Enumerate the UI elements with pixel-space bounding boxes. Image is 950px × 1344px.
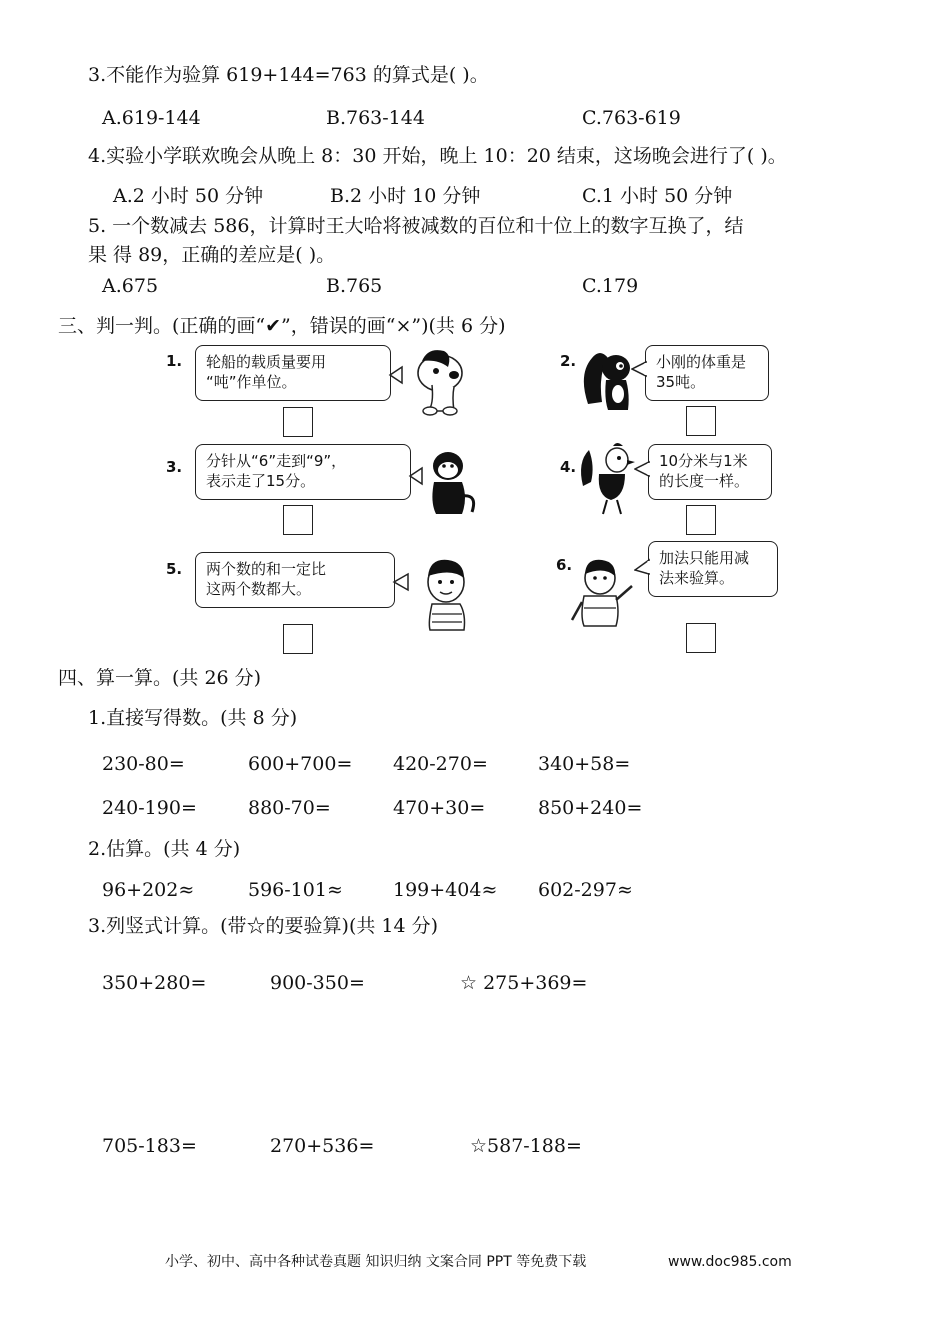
q3-option-a: A.619-144 [102, 107, 201, 129]
q5-option-b: B.765 [326, 275, 383, 297]
q5-stem-line1: 5. 一个数减去 586，计算时王大哈将被减数的百位和十位上的数字互换了，结 [88, 215, 744, 237]
squirrel-character-icon [578, 344, 640, 414]
q4-option-a: A.2 小时 50 分钟 [113, 185, 264, 207]
vertical-calc-1: 350+280= [102, 972, 207, 994]
answer-box-5[interactable] [283, 624, 313, 654]
estimate-2: 596-101≈ [248, 879, 343, 901]
bubble-2-line1: 小刚的体重是 [656, 353, 747, 371]
calc-1-2: 600+700= [248, 753, 353, 775]
calc-1-1: 230-80= [102, 753, 185, 775]
vertical-calc-5: 270+536= [270, 1135, 375, 1157]
speech-bubble-5 [195, 552, 395, 608]
judge-number-2: 2. [560, 352, 577, 370]
answer-box-4[interactable] [686, 505, 716, 535]
judge-number-5: 5. [166, 560, 183, 578]
speech-bubble-3 [195, 444, 411, 500]
judge-number-6: 6. [556, 556, 573, 574]
judge-number-4: 4. [560, 458, 577, 476]
speech-bubble-6 [648, 541, 778, 597]
calc-2-3: 470+30= [393, 797, 486, 819]
estimate-1: 96+202≈ [102, 879, 195, 901]
answer-box-3[interactable] [283, 505, 313, 535]
q3-option-c: C.763-619 [582, 107, 681, 129]
bubble-5-line2: 这两个数都大。 [206, 580, 312, 598]
boy-thinking-character-icon [392, 552, 482, 632]
speech-bubble-4 [648, 444, 772, 500]
bubble-4-tail-icon [634, 460, 650, 478]
answer-box-6[interactable] [686, 623, 716, 653]
vertical-calc-3: ☆ 275+369= [460, 972, 588, 994]
speech-bubble-2 [645, 345, 769, 401]
q5-stem-line2: 果 得 89，正确的差应是( )。 [88, 244, 336, 266]
section3-title: 三、判一判。(正确的画“✔”，错误的画“×”)(共 6 分) [58, 315, 506, 337]
q4-option-b: B.2 小时 10 分钟 [330, 185, 481, 207]
calc-2-4: 850+240= [538, 797, 643, 819]
judge-number-3: 3. [166, 458, 183, 476]
bubble-2-tail-icon [631, 360, 647, 378]
monkey-character-icon [408, 446, 478, 518]
bubble-3-line2: 表示走了15分。 [206, 472, 316, 490]
section4-sub3: 3.列竖式计算。(带☆的要验算)(共 14 分) [88, 915, 439, 937]
rooster-character-icon [577, 442, 641, 518]
bubble-4-line2: 的长度一样。 [659, 472, 750, 490]
q3-option-b: B.763-144 [326, 107, 425, 129]
section4-sub1: 1.直接写得数。(共 8 分) [88, 707, 298, 729]
bubble-1-line1: 轮船的载质量要用 [206, 353, 327, 371]
estimate-3: 199+404≈ [393, 879, 498, 901]
q4-stem: 4.实验小学联欢晚会从晚上 8：30 开始，晚上 10：20 结束，这场晚会进行了( )。 [88, 145, 787, 167]
bubble-1-line2: “吨”作单位。 [206, 373, 297, 391]
bubble-6-line2: 法来验算。 [659, 569, 735, 587]
vertical-calc-6: ☆587-188= [470, 1135, 582, 1157]
bubble-6-line1: 加法只能用减 [659, 549, 750, 567]
calc-2-2: 880-70= [248, 797, 331, 819]
calc-2-1: 240-190= [102, 797, 197, 819]
judge-number-1: 1. [166, 352, 183, 370]
answer-box-2[interactable] [686, 406, 716, 436]
q5-option-a: A.675 [102, 275, 159, 297]
bubble-2-line2: 35吨。 [656, 373, 706, 391]
calc-1-4: 340+58= [538, 753, 631, 775]
bubble-4-line1: 10分米与1米 [659, 452, 748, 470]
bubble-5-line1: 两个数的和一定比 [206, 560, 327, 578]
vertical-calc-4: 705-183= [102, 1135, 197, 1157]
bubble-3-line1: 分针从“6”走到“9”， [206, 452, 347, 470]
q5-option-c: C.179 [582, 275, 639, 297]
footer-url[interactable]: www.doc985.com [668, 1254, 792, 1270]
bubble-6-tail-icon [634, 558, 650, 576]
q3-stem: 3.不能作为验算 619+144=763 的算式是( )。 [88, 64, 489, 86]
section4-title: 四、算一算。(共 26 分) [58, 667, 262, 689]
dog-character-icon [388, 345, 483, 417]
estimate-4: 602-297≈ [538, 879, 633, 901]
answer-box-1[interactable] [283, 407, 313, 437]
calc-1-3: 420-270= [393, 753, 488, 775]
q4-option-c: C.1 小时 50 分钟 [582, 185, 733, 207]
speech-bubble-1 [195, 345, 391, 401]
footer-text: 小学、初中、高中各种试卷真题 知识归纳 文案合同 PPT 等免费下载 [165, 1254, 587, 1270]
vertical-calc-2: 900-350= [270, 972, 365, 994]
section4-sub2: 2.估算。(共 4 分) [88, 838, 241, 860]
